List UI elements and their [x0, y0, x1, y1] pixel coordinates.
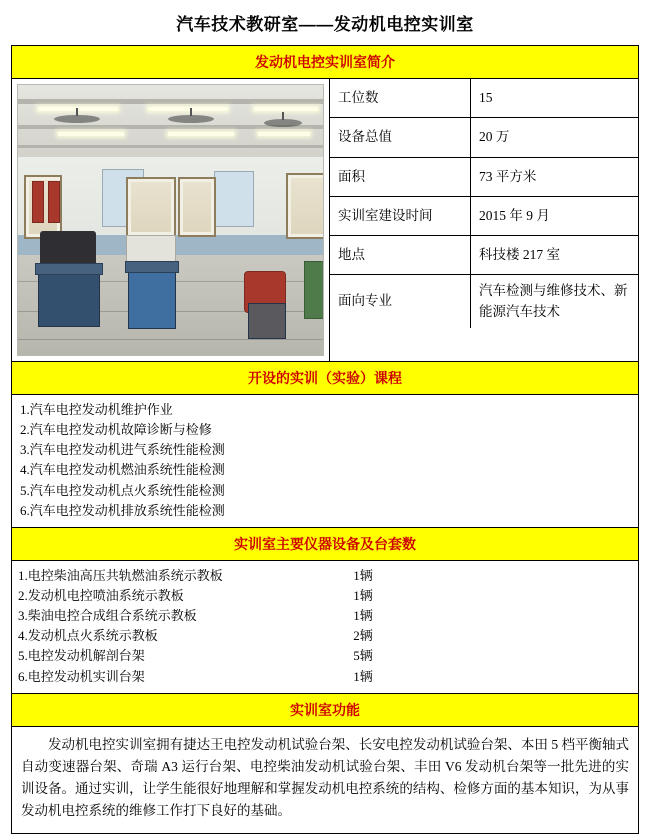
info-table — [330, 79, 638, 328]
photo-floor-line — [18, 339, 323, 340]
table-row — [330, 275, 638, 328]
table-row — [330, 196, 638, 235]
photo-light — [168, 132, 234, 136]
photo-light — [254, 107, 318, 111]
equipment-name: 1.电控柴油高压共轨燃油系统示教板 — [18, 567, 223, 583]
photo-light — [258, 132, 310, 136]
list-item — [18, 626, 638, 646]
photo-equipment-base — [248, 303, 286, 339]
list-item: 4.汽车电控发动机燃油系统性能检测 — [20, 462, 225, 478]
equipment-list — [12, 561, 638, 694]
section-header-function: 实训室功能 — [12, 694, 638, 727]
table-row — [330, 118, 638, 157]
info-label: 设备总值 — [330, 118, 471, 157]
list-item — [18, 606, 638, 626]
photo-ceiling-beam — [18, 99, 323, 104]
list-item: 1.汽车电控发动机维护作业 — [20, 402, 173, 417]
info-value: 科技楼 217 室 — [471, 236, 639, 275]
section-header-courses: 开设的实训（实验）课程 — [12, 362, 638, 395]
photo-display-board — [286, 173, 324, 239]
document-table — [11, 45, 639, 834]
photo-cell — [12, 79, 330, 361]
function-text: 发动机电控实训室拥有捷达王电控发动机试验台架、长安电控发动机试验台架、本田 5 档平衡轴式自动变速器台架、奇瑞 A3 运行台架、电控柴油发动机试验台架、丰田 V6 发动机台架等一批先进的实训设备。通过实训，让学生能很好地理解和掌握发动机电控系统的结构、检修方面的基本知识，为从事发动机电控系统的维修工作打下良好的基础。 — [21, 736, 629, 819]
equipment-name: 6.电控发动机实训台架 — [18, 668, 145, 684]
info-value: 20 万 — [471, 118, 639, 157]
photo-window — [214, 171, 254, 227]
list-item: 2.汽车电控发动机故障诊断与检修 — [20, 422, 212, 438]
equipment-name: 3.柴油电控合成组合系统示教板 — [18, 608, 197, 624]
list-item: 6.汽车电控发动机排放系统性能检测 — [20, 502, 225, 518]
photo-ceiling-beam — [18, 145, 323, 148]
list-item: 5.汽车电控发动机点火系统性能检测 — [20, 482, 225, 498]
table-row — [330, 236, 638, 275]
photo-red-equipment — [48, 181, 60, 223]
photo-light — [58, 132, 124, 136]
equipment-qty: 1辆 — [353, 587, 373, 603]
photo-ceiling-fan — [54, 115, 100, 123]
info-label: 实训室建设时间 — [330, 196, 471, 235]
photo-test-bench — [38, 271, 100, 327]
section-header-intro: 发动机电控实训室简介 — [12, 46, 638, 79]
photo-ceiling-fan — [264, 119, 302, 127]
info-label: 工位数 — [330, 79, 471, 118]
photo-ceiling-fan — [168, 115, 214, 123]
info-value: 2015 年 9 月 — [471, 196, 639, 235]
info-value: 73 平方米 — [471, 157, 639, 196]
equipment-qty: 2辆 — [353, 628, 373, 644]
list-item — [18, 586, 638, 606]
list-item — [18, 667, 638, 687]
equipment-name: 4.发动机点火系统示教板 — [18, 628, 158, 644]
equipment-qty: 5辆 — [353, 648, 373, 664]
course-list — [12, 395, 638, 528]
info-cell — [330, 79, 638, 361]
equipment-name: 2.发动机电控喷油系统示教板 — [18, 587, 184, 603]
list-item — [18, 646, 638, 666]
photo-test-bench — [128, 269, 176, 329]
table-row — [330, 157, 638, 196]
equipment-qty: 1辆 — [353, 567, 373, 583]
photo-light — [148, 107, 228, 111]
photo-green-cabinet — [304, 261, 324, 319]
lab-photo — [17, 84, 324, 356]
list-item — [18, 566, 638, 586]
photo-red-equipment — [32, 181, 44, 223]
function-body — [12, 727, 638, 833]
equipment-qty: 1辆 — [353, 668, 373, 684]
info-label: 地点 — [330, 236, 471, 275]
intro-row — [12, 79, 638, 362]
equipment-qty: 1辆 — [353, 608, 373, 624]
table-row — [330, 79, 638, 118]
info-label: 面向专业 — [330, 275, 471, 328]
photo-display-board — [178, 177, 216, 237]
page-title: 汽车技术教研室——发动机电控实训室 — [176, 15, 474, 34]
equipment-name: 5.电控发动机解剖台架 — [18, 648, 145, 664]
section-header-equipment: 实训室主要仪器设备及台套数 — [12, 528, 638, 561]
photo-display-board — [126, 177, 176, 237]
info-value: 15 — [471, 79, 639, 118]
info-label: 面积 — [330, 157, 471, 196]
list-item: 3.汽车电控发动机进气系统性能检测 — [20, 442, 225, 458]
photo-light — [38, 107, 118, 111]
info-value: 汽车检测与维修技术、新能源汽车技术 — [479, 283, 628, 319]
